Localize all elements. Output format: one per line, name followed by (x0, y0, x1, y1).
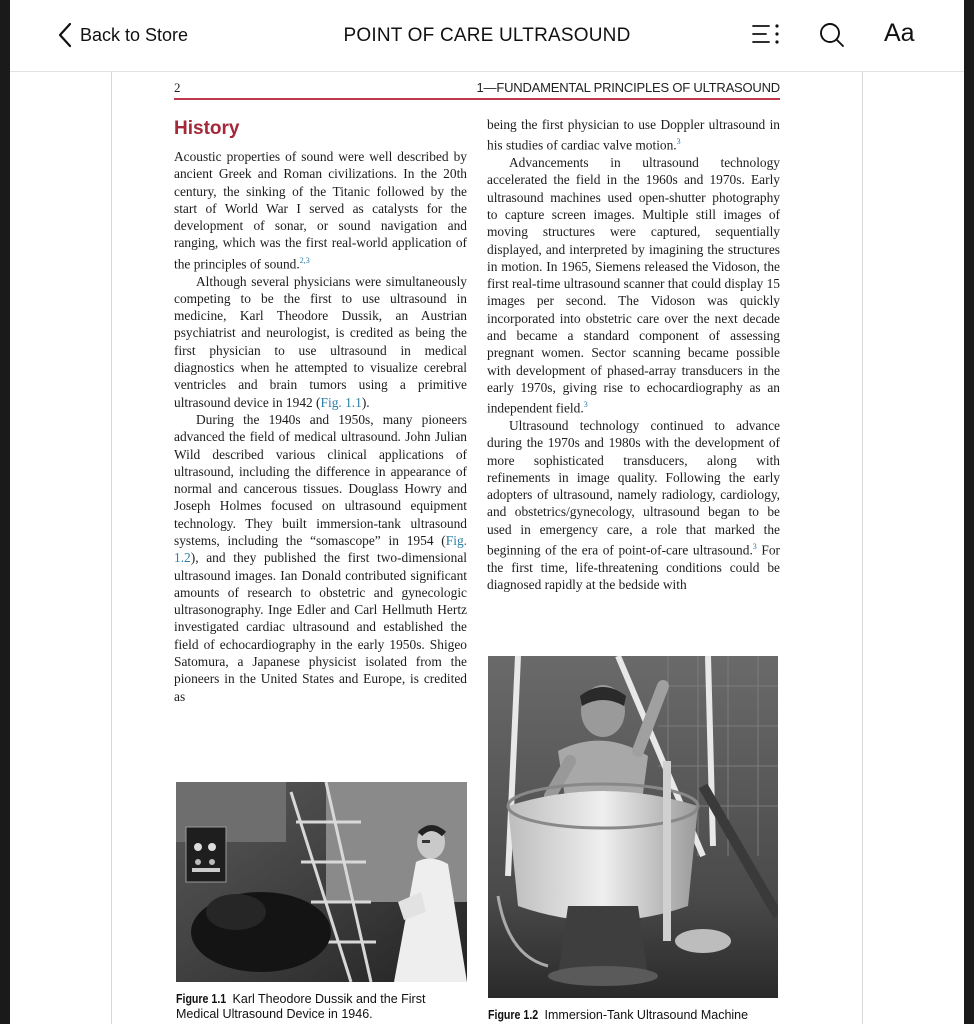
chapter-title: 1—FUNDAMENTAL PRINCIPLES OF ULTRASOUND (476, 80, 780, 95)
figure-1-2-photo[interactable] (488, 656, 778, 998)
reader-content (10, 72, 964, 1024)
figure-link[interactable]: Fig. 1.1 (320, 394, 362, 410)
reference-link[interactable]: 3 (583, 400, 588, 410)
back-to-store-button[interactable] (58, 22, 188, 48)
page-number: 2 (174, 80, 181, 95)
paragraph: During the 1940s and 1950s, many pioneers advanced the field of medical ultrasound. John Julian Wild described various clinical applications of ultrasound, including the difference in appearance of normal and cancerous tissues. Douglass Howry and Joseph Holmes focused on ultrasound equipment technology. They built immersion-tank ultrasound systems, including the “somascope” in 1954 (Fig. 1.2), and they published the first two-dimensional ultrasound images. Ian Donald contributed significant amounts of research to obstetric and gynecologic ultrasonography. Inge Edler and Carl Hellmuth Hertz investigated cardiac ultrasound and established the field of echocardiography in the early 1950s. Shigeo Satomura, a Japanese physicist isolated from the pioneers in the United States and Europe, is credited as (174, 411, 467, 704)
search-button[interactable] (818, 20, 846, 55)
section-title: History (174, 118, 240, 139)
back-label: Back to Store (80, 24, 189, 45)
figure-1-2-caption: Figure 1.2 Immersion-Tank Ultrasound Machine (488, 1008, 749, 1022)
font-size-button[interactable]: Aa (884, 19, 915, 47)
figure-1-1-caption: Figure 1.1 Karl Theodore Dussik and the First Medical Ultrasound Device in 1946. (176, 992, 426, 1021)
chevron-left-icon (58, 22, 72, 48)
paragraph: Ultrasound technology continued to advance during the 1970s and 1980s with the development of more sophisticated transducers, along with refinements in image quality. Following the early adopters of ultrasound, namely radiology, cardiology, and obstetrics/gynecology, ultrasound began to be used in emergency care, a role that marked the beginning of the era of point-of-care ultrasound.$^3$ For the first time, life-threatening conditions could be diagnosed rapidly at the bedside with (487, 417, 780, 593)
paragraph: Acoustic properties of sound were well described by ancient Greek and Roman civilizations. In the 20th century, the sinking of the Titanic followed by the start of World War I served as catalysts for the development of sonar, or sound navigation and ranging, which was the first real-world application of the principles of sound.$^{2,3}$ (174, 149, 467, 272)
book-page (111, 72, 863, 1024)
table-of-contents-button[interactable] (750, 20, 782, 55)
reader-toolbar (10, 0, 964, 72)
figure-1-1-photo[interactable] (176, 782, 467, 982)
reference-link[interactable]: 2,3 (299, 255, 310, 265)
search-icon (818, 20, 846, 50)
paragraph: being the first physician to use Doppler ultrasound in his studies of cardiac valve motion.$^3$ (487, 117, 780, 153)
table-of-contents-icon (750, 20, 782, 50)
left-column (174, 114, 467, 705)
paragraph: Advancements in ultrasound technology accelerated the field in the 1960s and 1970s. Early ultrasound machines used open-shutter photography to capture screen images. Multiple still images of moving structures were captured, sequentially displayed, and interpreted by imagining the structures in motion. In 1965, Siemens released the Vidoson, the first real-time ultrasound scanner that could display 15 images per second. The Vidoson was quickly incorporated into obstetric care over the next decade and became a standard component of assessing pregnant women. Sector scanning became possible with development of phased-array transducers in the early 1970s, giving rise to echocardiography as an independent field.$^3$ (487, 155, 780, 416)
paragraph: Although several physicians were simultaneously competing to be the first to use ultrasound in medicine, Karl Theodore Dussik, an Austrian psychiatrist and neurologist, is credited as being the first physician to use ultrasound in medical diagnostics when he attempted to visualize cerebral ventricles and brain tumors using a primitive ultrasound device in 1942 (Fig. 1.1). (174, 273, 467, 410)
figure-link[interactable]: Fig. 1.2 (174, 533, 467, 566)
reference-link[interactable]: 3 (752, 542, 757, 552)
book-title: POINT OF CARE ULTRASOUND (343, 25, 631, 46)
running-head (174, 78, 780, 100)
reference-link[interactable]: 3 (676, 137, 681, 147)
right-column (487, 116, 780, 593)
